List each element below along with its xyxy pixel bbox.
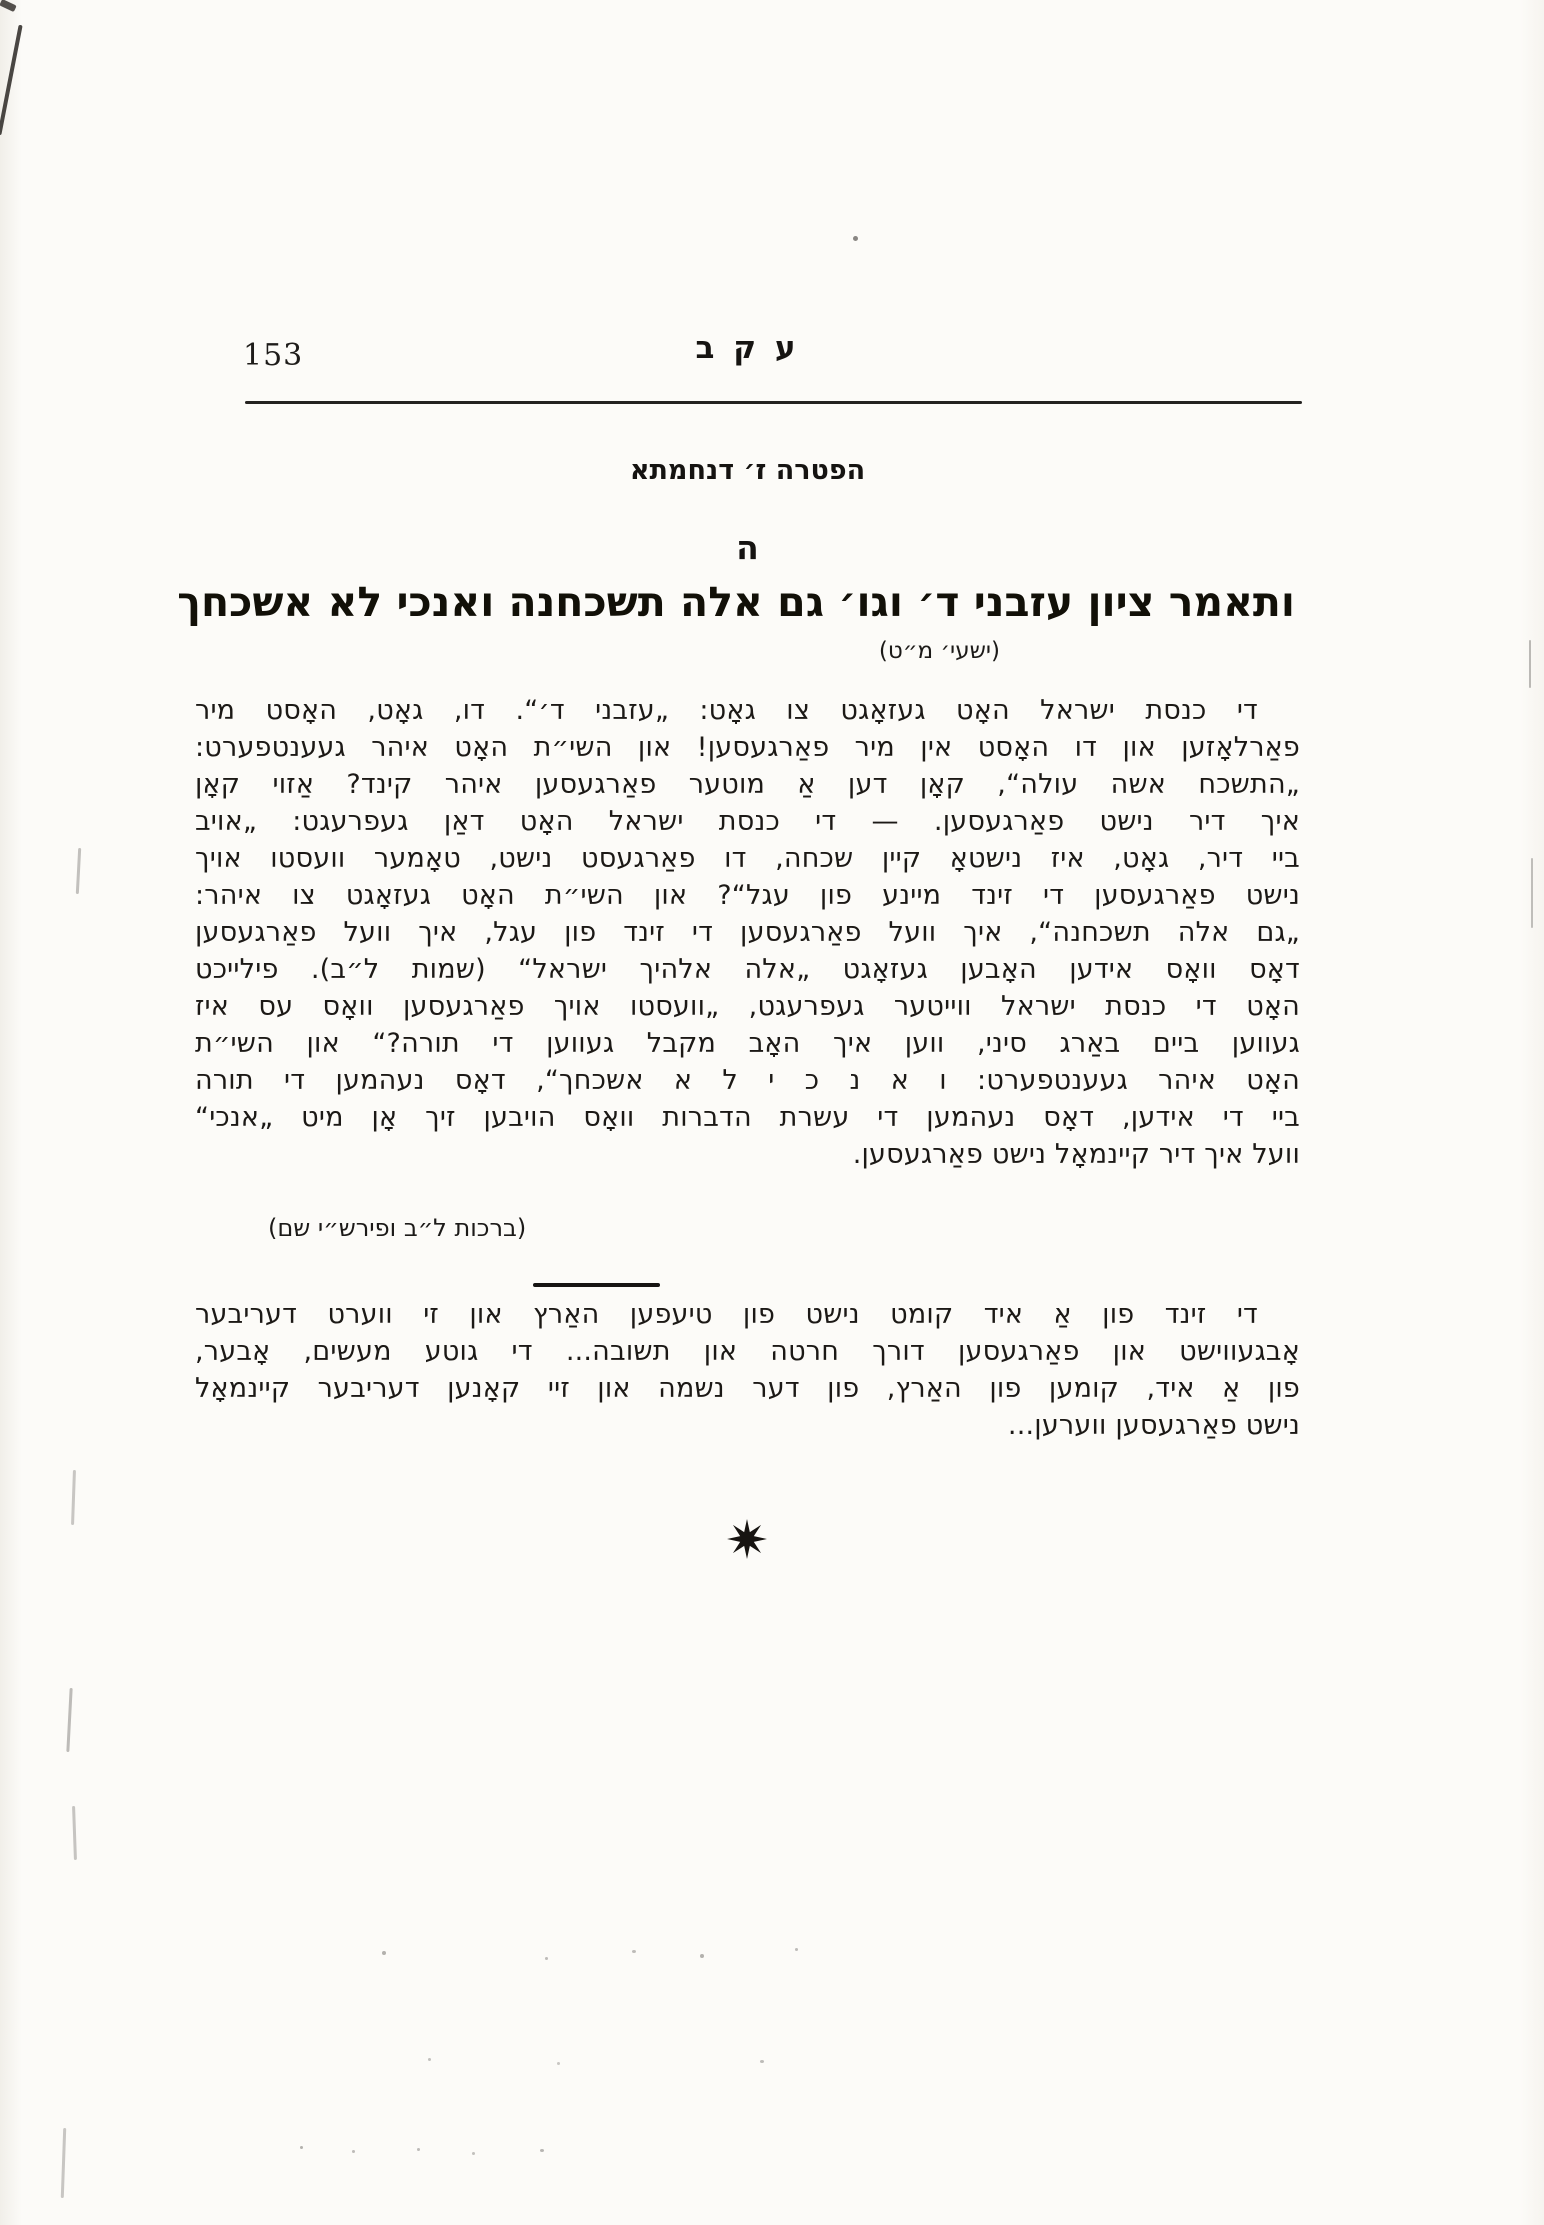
verse-source-reference: (ישעי׳ מ״ט) bbox=[878, 638, 1000, 664]
text-line: ביי די אידען, דאָס נעהמען די עשרת הדברות וואָס הויבען זיך אָן מיט „אנכי“ bbox=[195, 1102, 1300, 1133]
scan-artifact bbox=[66, 1688, 72, 1752]
text-line: די זינד פון אַ איד קומט נישט פון טיעפען האַרץ און זי ווערט דעריבער bbox=[195, 1299, 1258, 1330]
text-line: ביי דיר, גאָט, איז נישטאָ קיין שכחה, דו פאַרגעסט נישט, טאָמער וועסטו אויך bbox=[195, 843, 1300, 874]
talmud-citation: (ברכות ל״ב ופירש״י שם) bbox=[268, 1214, 527, 1242]
section-letter: ה bbox=[736, 528, 759, 567]
note-paragraph bbox=[195, 1296, 1300, 1444]
scan-artifact bbox=[760, 2060, 764, 2063]
haftarah-heading: הפטרה ז׳ דנחמתא bbox=[629, 455, 866, 486]
scan-artifact bbox=[632, 1950, 636, 1953]
commentary-paragraph bbox=[195, 692, 1300, 1173]
text-line: דאָס וואָס אידען האָבען געזאָגט „אלה אלהיך ישראל“ (שמות ל״ב). פילייכט bbox=[195, 954, 1300, 985]
parsha-header-title: ע ק ב bbox=[695, 330, 800, 366]
text-line: וועל איך דיר קיינמאָל נישט פאַרגעסען. bbox=[852, 1139, 1300, 1170]
scan-artifact bbox=[700, 1954, 704, 1958]
scan-artifact bbox=[795, 1948, 798, 1951]
text-line: די כנסת ישראל האָט געזאָגט צו גאָט: „עזבני ד׳“. דו, גאָט, האָסט מיר bbox=[195, 695, 1258, 726]
scan-artifact bbox=[472, 2152, 475, 2155]
text-line: נישט פאַרגעסען די זינד מיינע פון עגל“? און השי״ת האָט געזאָגט צו איהר: bbox=[195, 880, 1300, 911]
section-end-star-icon bbox=[726, 1518, 768, 1560]
text-line: נישט פאַרגעסען ווערען... bbox=[1007, 1410, 1300, 1441]
scan-artifact bbox=[557, 2062, 560, 2065]
text-line: האָט די כנסת ישראל ווייטער געפרעגט, „וועסטו אויך פאַרגעסען וואָס עס איז bbox=[195, 991, 1300, 1022]
scan-artifact bbox=[540, 2149, 544, 2152]
text-line: פון אַ איד, קומען פון האַרץ, פון דער נשמה און זיי קאָנען דעריבער קיינמאָל bbox=[195, 1373, 1300, 1404]
scan-artifact bbox=[0, 25, 23, 136]
divider-rule bbox=[533, 1283, 660, 1287]
header-rule bbox=[245, 401, 1302, 404]
scan-artifact bbox=[71, 1470, 76, 1525]
scan-artifact bbox=[352, 2150, 355, 2153]
text-line: האָט איהר געענטפערט: ו א נ כ י ל א אשכחך“, דאָס נעהמען די תורה bbox=[195, 1065, 1300, 1096]
text-line: „גם אלה תשכחנה“, איך וועל פאַרגעסען די זינד פון עגל, איך וועל פאַרגעסען bbox=[195, 917, 1300, 948]
scan-artifact bbox=[853, 236, 858, 241]
scan-artifact bbox=[417, 2148, 420, 2151]
scan-artifact bbox=[1529, 640, 1531, 688]
scan-artifact bbox=[0, 0, 17, 12]
scan-artifact bbox=[300, 2146, 303, 2149]
scan-artifact bbox=[428, 2058, 431, 2061]
text-line: איך דיר נישט פאַרגעסען. — די כנסת ישראל האָט דאַן געפרעגט: „אויב bbox=[195, 806, 1300, 837]
scan-artifact bbox=[382, 1951, 386, 1955]
scan-artifact bbox=[72, 1806, 77, 1860]
scan-artifact bbox=[545, 1957, 548, 1960]
scan-artifact bbox=[76, 848, 81, 894]
verse-heading: ותאמר ציון עזבני ד׳ וגו׳ גם אלה תשכחנה ואנכי לא אשכחך bbox=[177, 578, 1295, 626]
page-number: 153 bbox=[243, 338, 304, 373]
text-line: אָבגעווישט און פאַרגעסען דורך חרטה און תשובה... די גוטע מעשים, אָבער, bbox=[195, 1336, 1300, 1367]
text-line: פאַרלאָזען און דו האָסט אין מיר פאַרגעסען! און השי״ת האָט איהר געענטפערט: bbox=[195, 732, 1300, 763]
text-line: געווען ביים באַרג סיני, ווען איך האָב מקבל געווען די תורה?“ און השי״ת bbox=[195, 1028, 1300, 1059]
scan-artifact bbox=[1531, 858, 1533, 928]
text-line: „התשכח אשה עולה“, קאָן דען אַ מוטער פאַרגעסען איהר קינד? אַזוי קאָן bbox=[195, 769, 1300, 800]
scan-artifact bbox=[61, 2128, 66, 2198]
